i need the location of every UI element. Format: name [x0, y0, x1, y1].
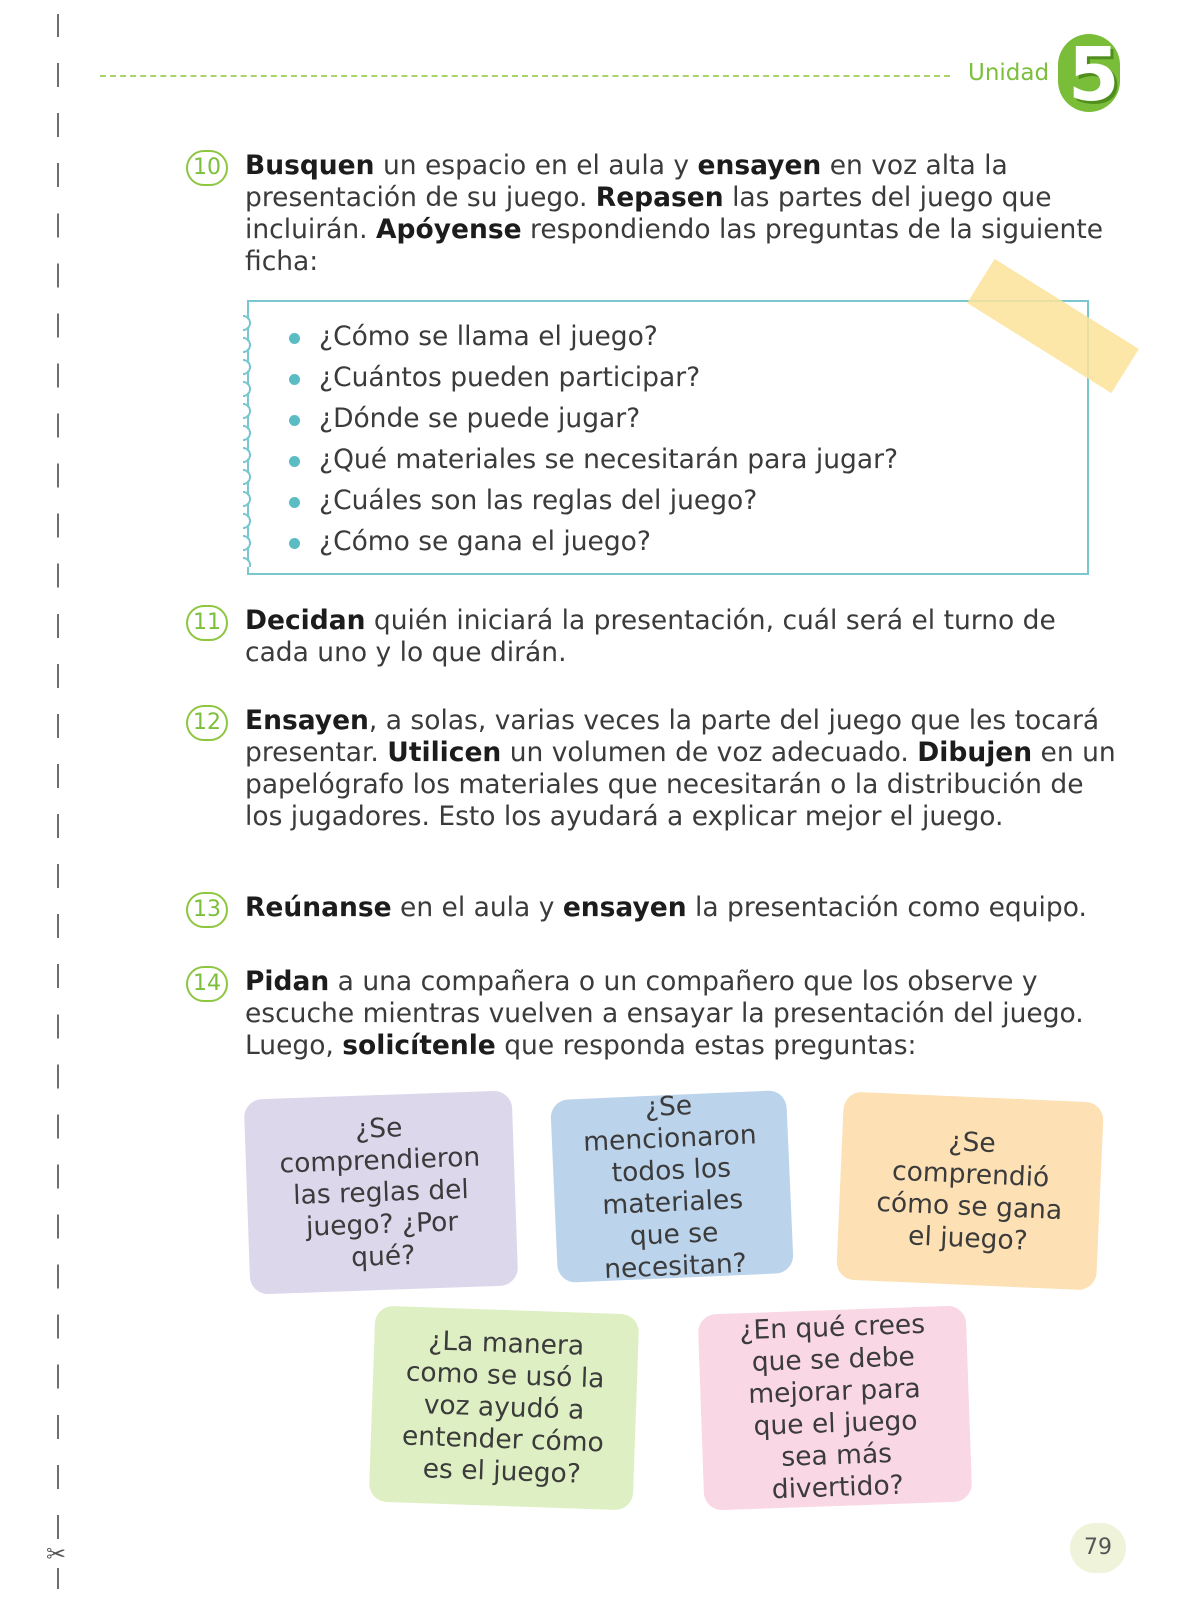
- unit-label: Unidad: [968, 60, 1050, 86]
- page-number: 79: [1070, 1523, 1126, 1573]
- step-text: Reúnanse en el aula y ensayen la presentación como equipo.: [245, 892, 1087, 923]
- list-item: ¿Cuántos pueden participar?: [289, 357, 898, 398]
- step-text: Decidan quién iniciará la presentación, cuál será el turno de cada uno y lo que dirán.: [245, 605, 1056, 668]
- list-item: ¿Cómo se llama el juego?: [289, 316, 898, 357]
- step-text: Pidan a una compañera o un compañero que los observe y escuche mientras vuelven a ensayar la presentación del juego. Luego, solicítenle que responda estas preguntas:: [245, 966, 1084, 1061]
- note-text: ¿Se mencionaron todos los materiales que se necesitan?: [582, 1089, 758, 1285]
- sticky-note-rules: [244, 1090, 519, 1294]
- step-number: 12: [186, 705, 228, 741]
- header-divider: [100, 75, 950, 77]
- list-item: ¿Cuáles son las reglas del juego?: [289, 480, 898, 521]
- sticky-note-winning: [836, 1091, 1104, 1290]
- sticky-note-voice: [369, 1305, 640, 1510]
- list-item: ¿Cómo se gana el juego?: [289, 521, 898, 562]
- cut-line: [57, 14, 59, 1594]
- step-number: 14: [186, 966, 228, 1002]
- step-number: 13: [186, 892, 228, 928]
- question-list: [289, 316, 898, 562]
- sticky-note-materials: [550, 1090, 794, 1283]
- step-text: Busquen un espacio en el aula y ensayen en voz alta la presentación de su juego. Repasen las partes del juego que incluirán. Apóyense respondiendo las preguntas de la siguiente ficha:: [245, 150, 1104, 277]
- card-scalloped-edge: [243, 312, 255, 567]
- scissors-icon: ✂: [46, 1540, 67, 1568]
- sticky-note-improve: [698, 1305, 973, 1510]
- note-text: ¿En qué crees que se debe mejorar para que el juego sea más divertido?: [738, 1308, 926, 1506]
- list-item: ¿Qué materiales se necesitarán para jugar?: [289, 439, 898, 480]
- note-text: ¿La manera como se usó la voz ayudó a entender cómo es el juego?: [401, 1325, 605, 1490]
- list-item: ¿Dónde se puede jugar?: [289, 398, 898, 439]
- note-text: ¿Se comprendió cómo se gana el juego?: [875, 1126, 1063, 1257]
- step-number: 11: [186, 605, 228, 641]
- note-text: ¿Se comprendieron las reglas del juego? ¿Por qué?: [279, 1111, 481, 1273]
- step-text: Ensayen, a solas, varias veces la parte del juego que les tocará presentar. Utilicen un volumen de voz adecuado. Dibujen en un papelógrafo los materiales que necesitarán o la distribución de los jugadores. Esto los ayudará a explicar mejor el juego.: [245, 705, 1116, 832]
- step-number: 10: [186, 150, 228, 186]
- unit-number: 5: [1068, 32, 1120, 118]
